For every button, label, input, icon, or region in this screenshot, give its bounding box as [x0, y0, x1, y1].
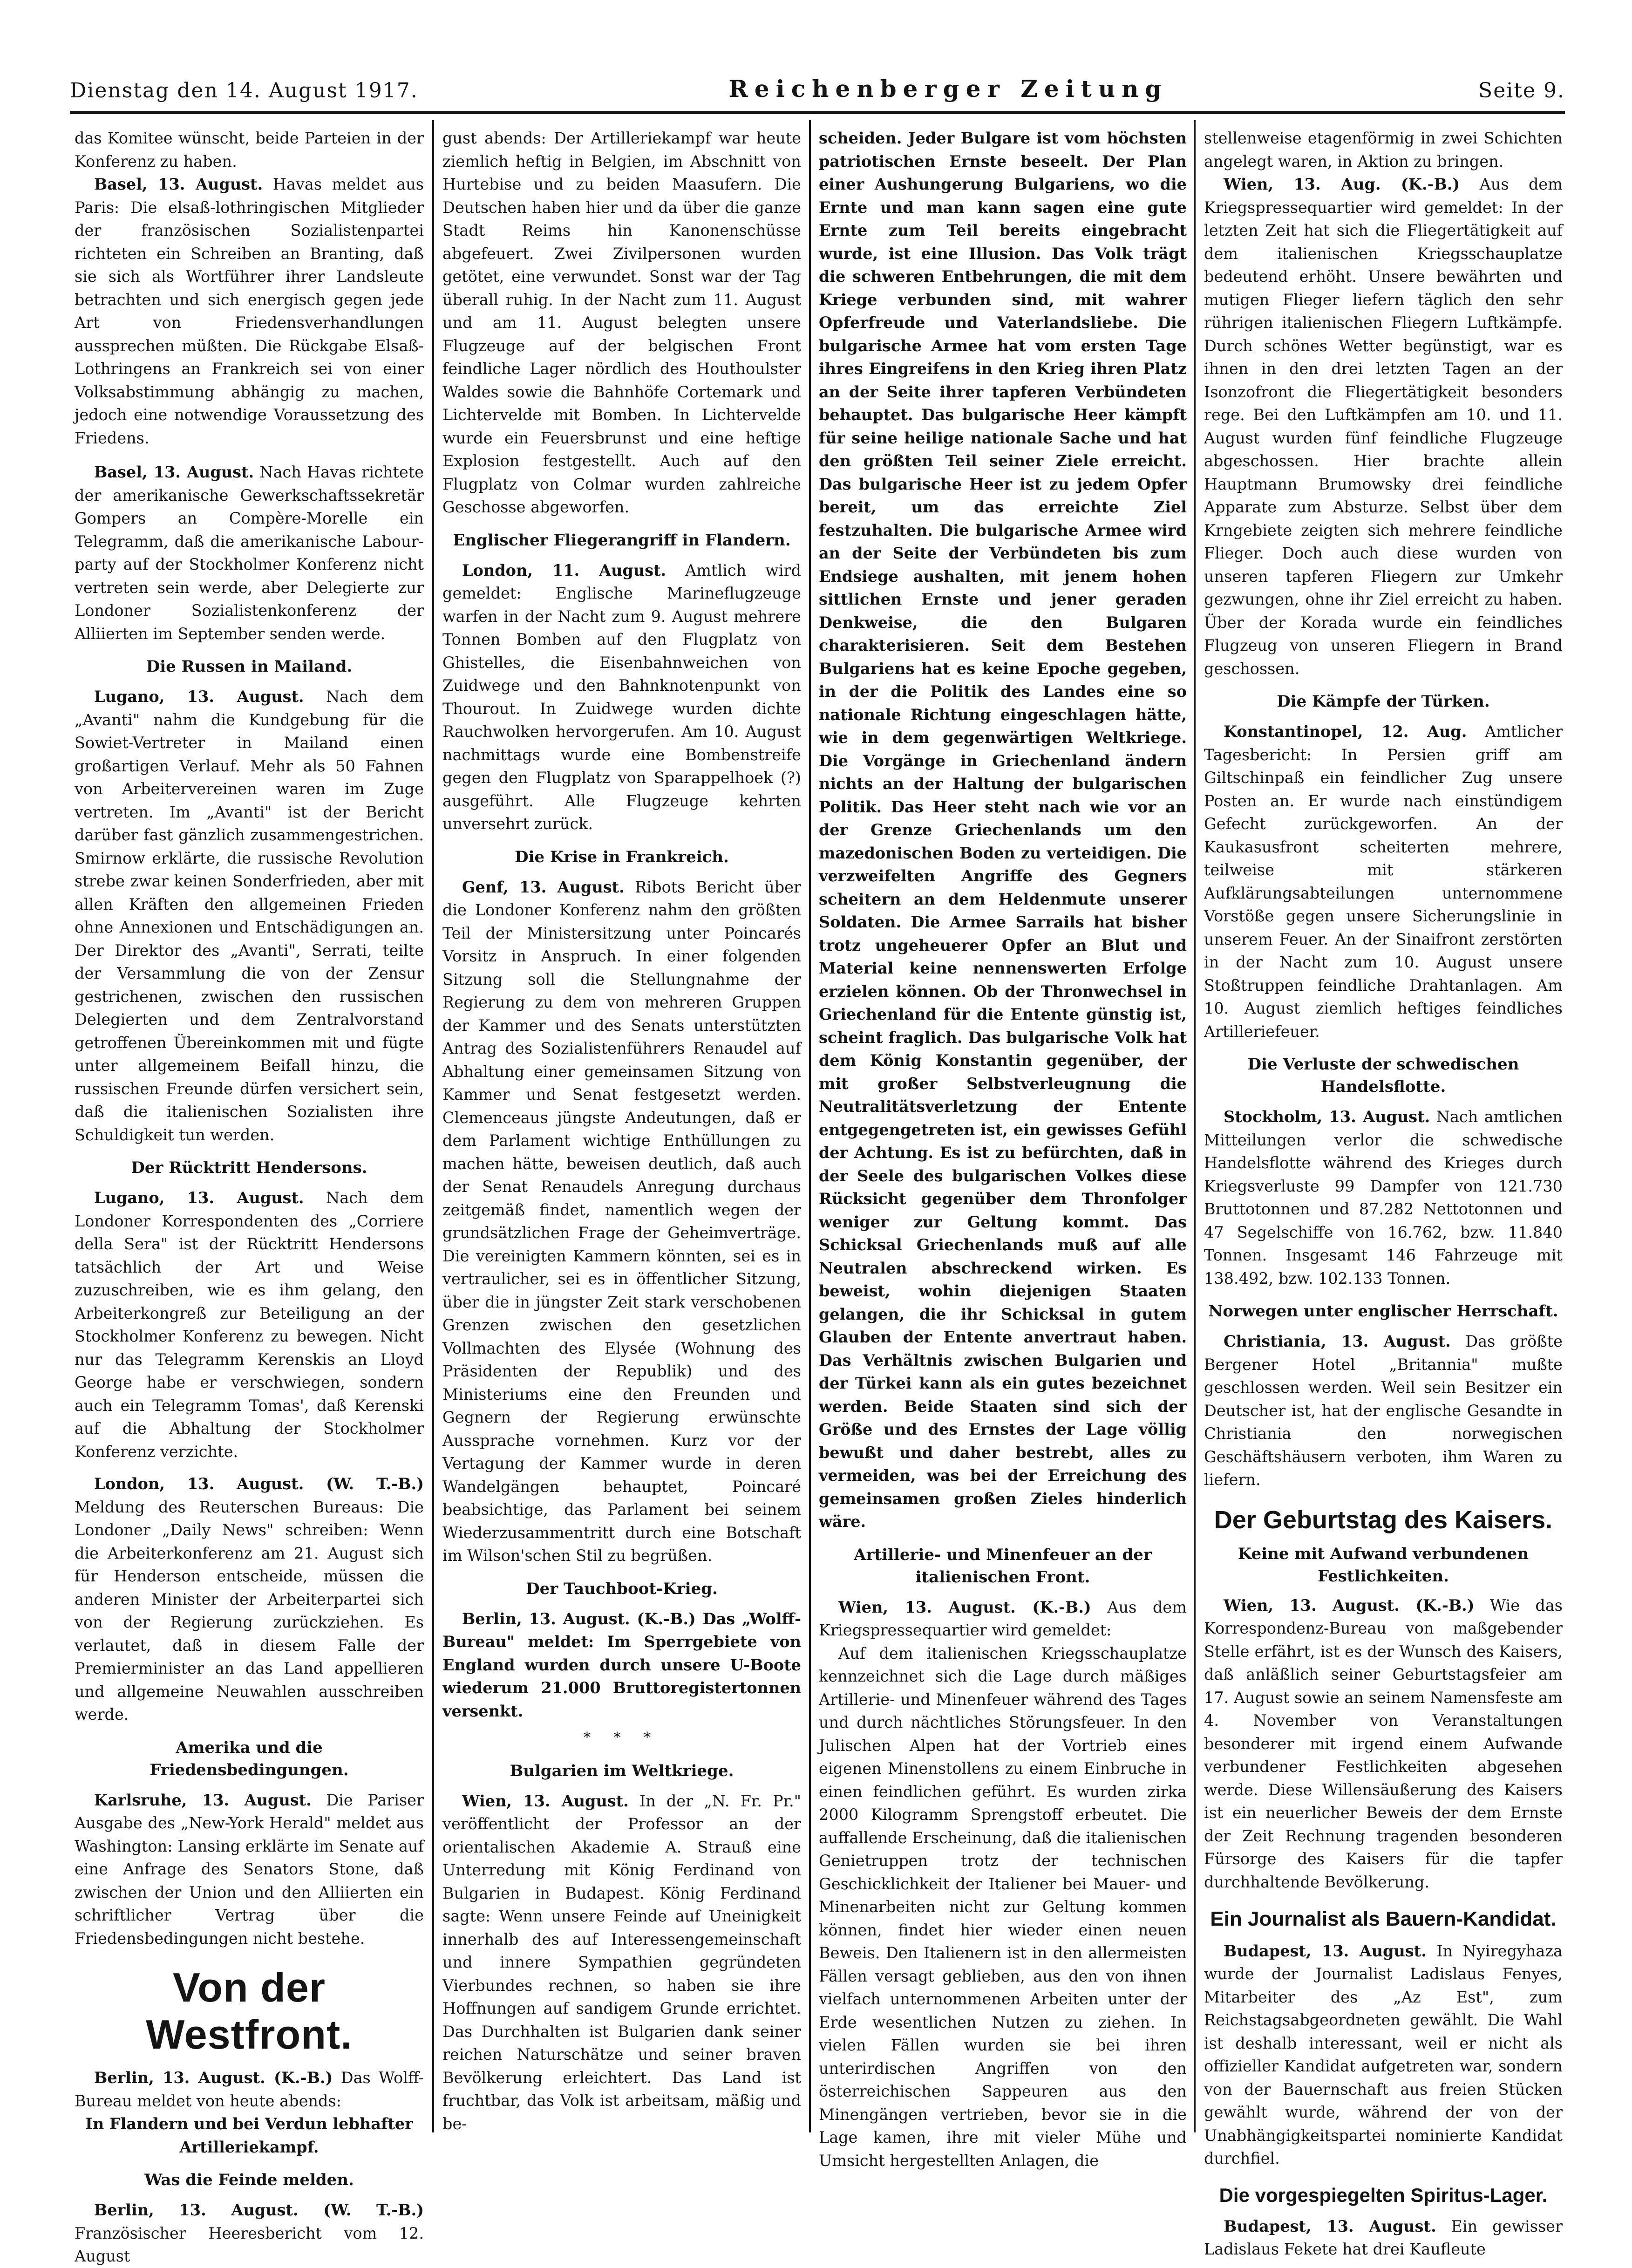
headline-feinde: Was die Feinde melden.: [144, 2171, 354, 2190]
article-paragraph: [442, 876, 801, 1567]
subheadline-kaiser: Keine mit Aufwand verbundenen Festlichkeiten.: [1238, 1544, 1529, 1586]
newspaper-title: Reichenberger Zeitung: [728, 75, 1168, 102]
dateline: Wien, 13. August. (K.-B.): [838, 1598, 1091, 1616]
column-1: [75, 127, 424, 2266]
article-text: Das „Wolff-Bureau" meldet: Im Sperrgebiete von England wurden durch unsere U-Boote wiederum 21.000 Bruttoregistertonnen versenkt.: [442, 1609, 801, 1720]
article-text: Auf dem italienischen Kriegsschauplatze kennzeichnet sich die Lage durch mäßiges Artillerie- und Minenfeuer während des Tages und durch nächtliches Störungsfeuer. In den Julischen Alpen hat der Vortrieb eines eigenen Minenstollens zu einem Einbruche in einen feindlichen geführt. Es wurden zirka 2000 Kilogramm Sprengstoff erbeutet. Die auffallende Erscheinung, daß die italienischen Genietruppen trotz der technischen Geschicklichkeit der Italiener bei Mauer- und Minenarbeiten nicht zur Geltung kommen können, findet hier wieder einen neuen Beweis. Den Italienern ist in den allermeisten Fällen versagt geblieben, aus den von ihnen vielfach unternommenen Arbeiten unter der Erde wesentlichen Nutzen zu ziehen. In vielen Fällen wurden sie bei ihren unterirdischen Angriffen von den österreichischen Sappeuren aus den Minengängen vertrieben, bevor sie in die Lage kamen, ihre mit vieler Mühe und Umsicht hergestellten Anlagen, die: [819, 1644, 1187, 2170]
headline-westfront: Von der Westfront.: [146, 1964, 353, 2058]
article-paragraph: [75, 2199, 424, 2268]
dateline: Basel, 13. August.: [94, 175, 263, 193]
article-text: Nach amtlichen Mitteilungen verlor die schwedische Handelsflotte während des Krieges durch Kriegsverluste 99 Dampfer von 121.730 Bruttotonnen und 87.282 Nettotonnen und 47 Segelschiffe von 16.762, bzw. 11.840 Tonnen. Insgesamt 146 Fahrzeuge mit 138.492, bzw. 102.133 Tonnen.: [1204, 1108, 1563, 1287]
headline-norwegen: Norwegen unter englischer Herrschaft.: [1208, 1302, 1558, 1321]
dateline: Budapest, 13. August.: [1224, 2217, 1436, 2235]
article-text: Das Wolff-Bureau meldet von heute abends:: [75, 2069, 424, 2110]
dateline: Budapest, 13. August.: [1224, 1941, 1427, 1960]
article-text: Aus dem Kriegspressequartier wird gemeldet:: [819, 1598, 1187, 1639]
article-text: Ein gewisser Ladislaus Fekete hat drei Kaufleute: [1204, 2217, 1563, 2259]
article-paragraph: [75, 685, 424, 1146]
article-paragraph: [1204, 1105, 1563, 1290]
headline-schweden: Die Verluste der schwedischen Handelsflotte.: [1247, 1055, 1519, 1096]
headline-spiritus: Die vorgespiegelten Spiritus-Lager.: [1219, 2184, 1548, 2206]
header-rule: [70, 111, 1565, 114]
article-paragraph: [75, 1472, 424, 1726]
article-text: Nach dem Londoner Korrespondenten des „Corriere della Sera" ist der Rücktritt Hendersons tatsächlich der Art und Weise zuzuschreiben, wie es ihm gelang, den Arbeiterkongreß zur Beteiligung an der Stockholmer Konferenz zu bewegen. Nicht nur das Telegramm Kerenskis an Lloyd George habe er verschwiegen, sondern auch ein Telegramm Tomas', daß Kerenski auf die Abhaltung der Stockholmer Konferenz verzichte.: [75, 1189, 424, 1461]
headline-flieger: Englischer Fliegerangriff in Flandern.: [453, 531, 791, 550]
section-separator: * * *: [583, 1730, 660, 1746]
article-paragraph: [75, 173, 424, 450]
article-text: stellenweise etagenförmig in zwei Schichten angelegt waren, in Aktion zu bringen.: [1204, 129, 1563, 170]
column-2: [442, 127, 801, 2133]
article-text: Das größte Bergener Hotel „Britannia" mußte geschlossen werden. Weil sein Besitzer ein Deutscher ist, hat der englische Gesandte in Christiania den norwegischen Geschäftshäusern verboten, ihm Waren zu liefern.: [1204, 1332, 1563, 1489]
page-header: [70, 70, 1565, 102]
dateline: Lugano, 13. August.: [94, 1189, 304, 1207]
dateline: Berlin, 13. August. (K.-B.): [462, 1609, 696, 1628]
dateline: Genf, 13. August.: [462, 878, 625, 896]
article-text: Die Pariser Ausgabe des „New-York Herald" meldet aus Washington: Lansing erklärte im Senate auf eine Anfrage des Senators Stone, daß zwischen der Union und den Alliierten ein schriftlicher Vertrag über die Friedensbedingungen nicht bestehe.: [75, 1791, 424, 1948]
article-paragraph: [442, 1790, 801, 2136]
page-number: Seite 9.: [1478, 79, 1565, 102]
article-text: Havas meldet aus Paris: Die elsaß-lothringischen Mitglieder der französischen Sozialistenpartei richteten ein Schreiben an Branting, daß sie sich als Wortführer ihrer Landsleute betrachten und sich energisch gegen jede Art von Friedensverhandlungen aussprechen müßten. Die Rückgabe Elsaß-Lothringens an Frankreich sei von einer Volksabstimmung abhängig zu machen, jedoch eine notwendige Voraussetzung des Friedens.: [75, 175, 424, 447]
dateline: Basel, 13. August.: [94, 463, 254, 481]
dateline: Berlin, 13. August. (W. T.-B.): [94, 2201, 424, 2220]
dateline: London, 13. August. (W. T.-B.): [94, 1475, 424, 1493]
article-text: Aus dem Kriegspressequartier wird gemeldet: In der letzten Zeit hat sich die Fliegertätigkeit auf dem italienischen Kriegsschauplatze bedeutend erhöht. Unsere bewährten und mutigen Flieger liefern täglich den sehr rührigen italienischen Fliegern Luftkämpfe. Durch schönes Wetter begünstigt, war es ihnen in den drei letzten Tagen an der Isonzofront die Fliegertätigkeit besonders rege. Bei den Luftkämpfen am 10. und 11. August wurden fünf feindliche Flugzeuge abgeschossen. Hier brachte allein Hauptmann Brumowsky drei feindliche Apparate zum Absturze. Selbst über dem Krngebiete zeigten sich mehrere feindliche Flieger. Doch auch diese wurden von unseren tapferen Fliegern zur Umkehr gezwungen, ohne ihr Ziel erreicht zu haben. Über der Korada wurde ein feindliches Flugzeug von unseren Fliegern in Brand geschossen.: [1204, 175, 1563, 678]
headline-krise: Die Krise in Frankreich.: [515, 847, 729, 866]
dateline: Konstantinopel, 12. Aug.: [1224, 722, 1467, 741]
article-paragraph: [1204, 1940, 1563, 2170]
article-text: gust abends: Der Artilleriekampf war heute ziemlich heftig in Belgien, im Abschnitt von Hurtebise und zu beiden Maasufern. Die Deutschen haben hier und da über die ganze Stadt Reims hin Kanonenschüsse abgefeuert. Zwei Zivilpersonen wurden getötet, eine verwundet. Sonst war der Tag überall ruhig. In der Nacht zum 11. August und am 11. August belegten unsere Flugzeuge auf der belgischen Front feindliche Lager nördlich des Houthoulster Waldes sowie die Bahnhöfe Cortemark und Lichtervelde mit Bomben. In Lichtervelde wurde ein Feuersbrunst und eine heftige Explosion festgestellt. Auch auf den Flugplatz von Colmar wurden zahlreiche Geschosse abgeworfen.: [442, 129, 801, 516]
column-divider-1: [432, 120, 434, 2132]
article-text: In Nyiregyhaza wurde der Journalist Ladislaus Fenyes, Mitarbeiter des „Az Est", zum Reichstagsabgeordneten gewählt. Die Wahl ist deshalb interessant, weil er nicht als offizieller Kandidat aufgetreten war, sondern von der Bauernschaft aus freien Stücken gewählt wurde, während der von der Unabhängigkeitspartei nominierte Kandidat durchfiel.: [1204, 1941, 1563, 2168]
column-divider-3: [1194, 120, 1196, 2132]
dateline: Wien, 13. August.: [462, 1791, 629, 1810]
article-text: Französischer Heeresbericht vom 12. August: [75, 2224, 424, 2266]
dateline: Karlsruhe, 13. August.: [94, 1791, 312, 1809]
article-text: Nach Havas richtete der amerikanische Gewerkschaftssekretär Gompers an Compère-Morelle ein Telegramm, daß die amerikanische Labour-party auf der Stockholmer Konferenz nicht vertreten sein werde, aber Delegierte zur Londoner Sozialistenkonferenz der Alliierten im September senden werde.: [75, 463, 424, 643]
article-text: In der „N. Fr. Pr." veröffentlicht der Professor an der orientalischen Akademie A. Strauß eine Unterredung mit König Ferdinand von Bulgarien in Budapest. König Ferdinand sagte: Wenn unsere Feinde auf Uneinigkeit innerhalb des auf Interessengemeinschaft und innere Sympathien gegründeten Vierbundes rechnen, so haben sie ihre Hoffnungen auf sandigem Grunde errichtet. Das Durchhalten ist Bulgarien dank seiner reichen Naturschätze und seiner braven Bevölkerung erleichtert. Das Land ist fruchtbar, das Volk ist arbeitsam, mäßig und be-: [442, 1791, 801, 2133]
article-paragraph: [1204, 1594, 1563, 1894]
dateline: Lugano, 13. August.: [94, 688, 304, 706]
dateline: Wien, 13. Aug. (K.-B.): [1224, 175, 1460, 193]
article-text: das Komitee wünscht, beide Parteien in der Konferenz zu haben.: [75, 129, 424, 170]
article-text: scheiden. Jeder Bulgare ist vom höchsten patriotischen Ernste beseelt. Der Plan einer Aushungerung Bulgariens, wo die Ernte und man kann sagen eine gute Ernte zum Teil bereits eingebracht wurde, ist eine Illusion. Das Volk trägt die schweren Entbehrungen, die mit dem Kriege verbunden sind, mit wahrer Opferfreude und Vaterlandsliebe. Die bulgarische Armee hat vom ersten Tage ihres Eingreifens in den Krieg ihren Platz an der Seite ihrer tapferen Verbündeten behauptet. Das bulgarische Heer kämpft für seine heilige nationale Sache und hat den größten Teil seiner Ziele erreicht. Das bulgarische Heer ist zu jedem Opfer bereit, um das erreichte Ziel festzuhalten. Die bulgarische Armee wird an der Seite der Verbündeten bis zum Endsiege aushalten, mit jenem hohen sittlichen Ernste und jener geraden Denkweise, die den Bulgaren charakterisieren. Seit dem Bestehen Bulgariens hat es keine Epoche gegeben, in der die Politik des Landes eine so nationale Richtung eingeschlagen hätte, wie in dem gegenwärtigen Weltkriege. Die Vorgänge in Griechenland ändern nichts an der Haltung der bulgarischen Politik. Das Heer steht nach wie vor an der Grenze Griechenlands um den mazedonischen Boden zu verteidigen. Die verzweifelten Angriffe des Gegners scheitern an dem Heldenmute unserer Soldaten. Die Armee Sarrails hat bisher trotz ungeheuerer Opfer an Blut und Material keine nennenswerten Erfolge erzielen können. Ob der Thronwechsel in Griechenland für die Entente günstig ist, scheint fraglich. Das bulgarische Volk hat dem König Konstantin gegenüber, der mit großer Selbstverleugnung die Neutralitätsverletzung der Entente entgegengetreten ist, ein gewisses Gefühl der Achtung. Es ist zu befürchten, daß in der Seele des bulgarischen Volkes diese Rücksicht gegenüber dem Thronfolger weniger zur Geltung kommt. Das Schicksal Griechenlands muß auf alle Neutralen abschreckend wirken. Es beweist, wohin diejenigen Staaten gelangen, die ihr Schicksal in gutem Glauben der Entente anvertraut haben. Das Verhältnis zwischen Bulgarien und der Türkei kann als ein gutes bezeichnet werden. Beide Staaten sind sich der Größe und des Ernstes der Lage völlig bewußt und daher bestrebt, alles zu vermeiden, was bei der Erreichung des gemeinsamen großen Zieles hinderlich wäre.: [819, 129, 1187, 1531]
article-paragraph: [75, 1789, 424, 1950]
dateline: Christiania, 13. August.: [1224, 1332, 1451, 1350]
article-text: Ribots Bericht über die Londoner Konferenz nahm den größten Teil der Ministersitzung unter Poincarés Vorsitz in Anspruch. In einer folgenden Sitzung soll die Stellungnahme der Regierung zu dem von mehreren Gruppen der Kammer und des Senats unterstützten Antrag des Sozialistenführers Renaudel auf Abhaltung einer gemeinsamen Sitzung von Kammer und Senat festgesetzt werden. Clemenceaus jüngste Andeutungen, daß er dem Parlament wichtige Enthüllungen zu machen hätte, beweisen deutlich, daß auch der Senat Renaudels Anregung durchaus zeitgemäß findet, namentlich wegen der grundsätzlichen Frage der Geheimverträge. Die vereinigten Kammern könnten, sei es in vertraulicher, sei es in öffentlicher Sitzung, über die in jüngster Zeit stark verschobenen Grenzen zwischen den gesetzlichen Vollmachten des Elysée (Wohnung des Präsidenten der Republik) und des Ministeriums eine den Freunden und Gegnern der Regierung erwünschte Aussprache vornehmen. Kurz vor der Vertagung der Kammer wurde in deren Wandelgängen behauptet, Poincaré beabsichtige, das Parlament bei seinem Wiederzusammentritt durch eine Botschaft im Wilson'schen Stil zu begrüßen.: [442, 878, 801, 1565]
article-paragraph: [442, 559, 801, 836]
article-paragraph: [1204, 720, 1563, 1043]
article-paragraph: [75, 461, 424, 645]
headline-bulgarien: Bulgarien im Weltkriege.: [510, 1761, 734, 1780]
headline-amerika: Amerika und die Friedensbedingungen.: [150, 1738, 349, 1779]
headline-journalist: Ein Journalist als Bauern-Kandidat.: [1210, 1907, 1557, 1931]
dateline: London, 11. August.: [462, 561, 666, 579]
article-paragraph: [75, 2066, 424, 2112]
issue-date: Dienstag den 14. August 1917.: [70, 79, 418, 102]
column-4: [1204, 127, 1563, 2259]
article-paragraph: [1204, 173, 1563, 680]
dateline: Wien, 13. August. (K.-B.): [1224, 1596, 1475, 1614]
article-paragraph: [819, 1596, 1187, 1642]
article-text: Amtlicher Tagesbericht: In Persien griff am Giltschinpaß ein feindlicher Zug unsere Posten an. Er wurde nach einstündigem Gefecht zurückgeworfen. An der Kaukasusfront scheiterten mehrere, teilweise mit stärkeren Aufklärungsabteilungen unternommene Vorstöße gegen unsere Sicherungslinie in unserem Feuer. An der Sinaifront zerstörten in der Nacht zum 10. August unsere Stoßtruppen feindliche Drahtanlagen. Am 10. August ziemlich heftiges feindliches Artilleriefeuer.: [1204, 722, 1563, 1041]
article-paragraph: [1204, 1330, 1563, 1492]
dateline: Berlin, 13. August. (K.-B.): [94, 2069, 333, 2087]
article-highlight: In Flandern und bei Verdun lebhafter Artilleriekampf.: [85, 2115, 413, 2156]
column-3: [819, 127, 1187, 2170]
headline-tauchboot: Der Tauchboot-Krieg.: [526, 1579, 718, 1598]
article-text: Amtlich wird gemeldet: Englische Marineflugzeuge warfen in der Nacht zum 9. August mehrere Tonnen Bomben auf den Flugplatz von Ghistelles, die Eisenbahnweichen von Zuidwege und den Bahnknotenpunkt von Thourout. In Zuidwege wurden dichte Rauchwolken hervorgerufen. Am 10. August nachmittags wurde eine Bombenstreife gegen den Flugplatz von Sparappelhoek (?) ausgeführt. Alle Flugzeuge kehrten unversehrt zurück.: [442, 561, 801, 833]
headline-russen: Die Russen in Mailand.: [146, 657, 353, 676]
article-paragraph: [1204, 2215, 1563, 2261]
headline-artillerie: Artillerie- und Minenfeuer an der italienischen Front.: [854, 1545, 1152, 1587]
article-text: Wie das Korrespondenz-Bureau von maßgebender Stelle erfährt, ist es der Wunsch des Kaisers, daß anläßlich seiner Geburtstagsfeier am 17. August sowie an seinem Namensfeste am 4. November von Veranstaltungen besonderer mit irgend einem Aufwande verbundener Festlichkeiten abgesehen werde. Diese Willensäußerung des Kaisers ist ein neuerlicher Beweis der dem Ernste der Zeit Rechnung tragenden besonderen Fürsorge des Kaisers für die tapfer durchhaltende Bevölkerung.: [1204, 1596, 1563, 1891]
article-text: Meldung des Reuterschen Bureaus: Die Londoner „Daily News" schreiben: Wenn die Arbeiterkonferenz am 21. August sich für Henderson entscheide, müssen die anderen Minister der Arbeiterpartei sich von der Regierung zurückziehen. Es verlautet, daß in diesem Falle der Premierminister an das Land appellieren und allgemeine Neuwahlen ausschreiben werde.: [75, 1498, 424, 1723]
headline-kaiser: Der Geburtstag des Kaisers.: [1214, 1505, 1553, 1534]
article-text: Nach dem „Avanti" nahm die Kundgebung für die Sowiet-Vertreter in Mailand einen großartigen Verlauf. Mehr als 50 Fahnen von Arbeitervereinen waren im Zuge vertreten. Im „Avanti" ist der Bericht darüber fast gänzlich zusammengestrichen. Smirnow erklärte, die russische Revolution strebe zwar keinen Sonderfrieden, aber mit allen Kräften den allgemeinen Frieden ohne Annexionen und Entschädigungen an. Der Direktor des „Avanti", Serrati, teilte der Versammlung die von der Zensur gestrichenen, zwischen den russischen Delegierten und dem Zentralvorstand getroffenen Übereinkommen mit und fügte unter allgemeinem Beifall hinzu, die russischen Freunde dürfen versichert sein, daß die italienischen Sozialisten ihre Schuldigkeit tun werden.: [75, 688, 424, 1144]
article-paragraph: [75, 1186, 424, 1463]
column-divider-2: [809, 120, 811, 2132]
dateline: Stockholm, 13. August.: [1224, 1108, 1430, 1126]
headline-tuerken: Die Kämpfe der Türken.: [1277, 692, 1490, 711]
article-paragraph: [442, 1607, 801, 1723]
headline-henderson: Der Rücktritt Hendersons.: [131, 1158, 367, 1177]
